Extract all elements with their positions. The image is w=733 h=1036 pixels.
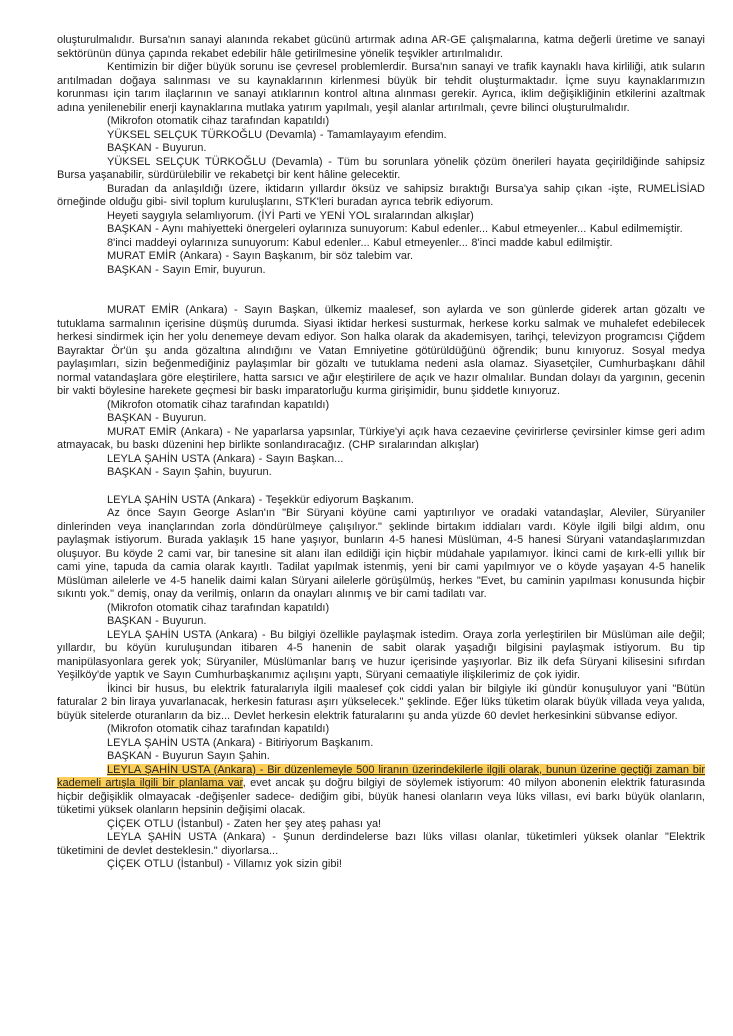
paragraph-text: , evet ancak şu doğru bilgiyi de söylemek istiyorum: 40 milyon abonenin elektrik faturasında hiçbir değişiklik olmayacak -değişenler sadece- dediğim gibi, büyük hanesi olanların veya lüks villası, evi barkı büyük olanların, tüketimi yüksek olanların hepsinin değişimi olacak. bbox=[57, 777, 705, 816]
transcript-paragraph bbox=[57, 115, 705, 129]
paragraph-text: LEYLA ŞAHİN USTA (Ankara) - Şunun derdindelerse bazı lüks villası olanlar, tüketimleri yüksek olanlar "Elektrik tüketimini de devlet desteklesin." diyorlarsa... bbox=[57, 831, 705, 857]
paragraph-text: oluşturulmalıdır. Bursa'nın sanayi alanında rekabet gücünü artırmak adına AR-GE çalışmalarına, katma değerli üretime ve sanayi sektörünün dünya çapında rekabet edebilir hâle getirilmesine yönelik teşvikler artırılmalıdır. bbox=[57, 34, 705, 60]
transcript-paragraph bbox=[57, 156, 705, 183]
transcript-paragraph bbox=[57, 223, 705, 237]
transcript-paragraph bbox=[57, 602, 705, 616]
paragraph-text: Az önce Sayın George Aslan'ın "Bir Süryani köyüne cami yaptırılıyor ve oradaki vatandaşlar, Aleviler, Süryaniler dinlerinden veya inançlarından zorla döndürülmeye çalışılıyor." şeklinde birtakım iddiaları vardı. Köyle ilgili bilgi aldım, onu paylaşmak istiyorum. Burada yaklaşık 15 hane yaşıyor, bunların 4-5 hanesi Müslüman, 4-5 hanesi Süryani vatandaşlarımızdan oluşuyor. Bu köyde 2 cami var, bir tanesine sit alanı ilan edildiği için hiçbir müdahale yapılamıyor. İkinci cami de kırk-elli yıllık bir cami yine, tapuda da camia olarak kayıtlı. Tadilat yapılmak istenmiş, yeni bir cami yapılmıyor ve o köyde yaşayan 4-5 hanelik Müslüman ailelerle ve 4-5 hanelik daimi kalan Süryani ailelerle görüşülmüş, herkes "Evet, bu caminin yapılması konusunda hiçbir sıkıntı yok." demiş, onay da verilmiş, onların da onayları alınmış ve bir cami tadilatı var. bbox=[57, 507, 705, 600]
paragraph-text: MURAT EMİR (Ankara) - Ne yaparlarsa yapsınlar, Türkiye'yi açık hava cezaevine çevirirlerse çevirsinler kimse geri adım atmayacak, bu baskı düzenini hep birlikte sonlandıracağız. (CHP sıralarından alkışlar) bbox=[57, 425, 705, 451]
transcript-paragraph bbox=[57, 210, 705, 224]
paragraph-text: BAŞKAN - Buyurun. bbox=[107, 615, 207, 627]
transcript-paragraph bbox=[57, 183, 705, 210]
paragraph-text: (Mikrofon otomatik cihaz tarafından kapatıldı) bbox=[107, 601, 330, 614]
highlighted-text: LEYLA ŞAHİN USTA (Ankara) - Bir düzenlemeyle 500 liranın üzerindekilerle ilgili olarak, bunun üzerine geçtiği zaman bir kademeli artışla ilgili bir planlama var bbox=[57, 763, 705, 789]
paragraph-text: Heyeti saygıyla selamlıyorum. (İYİ Parti ve YENİ YOL sıralarından alkışlar) bbox=[107, 209, 474, 222]
transcript-paragraph bbox=[57, 399, 705, 413]
transcript-paragraph bbox=[57, 453, 705, 467]
transcript bbox=[57, 34, 705, 872]
paragraph-text: Kentimizin bir diğer büyük sorunu ise çevresel problemlerdir. Bursa'nın sanayi ve trafik kaynaklı hava kirliliği, atık suların arıtılmadan doğaya salınması ve su kaynaklarının kirlenmesi büyük bir tehdit oluşturmaktadır. İçme suyu kaynaklarımızın korunması için tarım ilaçlarının ve sanayi atıklarının kontrol altına alınması gerekir. Ayrıca, iklim değişikliğinin etkilerini azaltmak adına yenilenebilir enerji kaynaklarına mutlaka yatırım yapılmalı, yeşil alanlar artırılmalı, çevre bilinci oluşturulmalıdır. bbox=[57, 61, 705, 114]
paragraph-text: LEYLA ŞAHİN USTA (Ankara) - Bitiriyorum Başkanım. bbox=[107, 736, 374, 749]
paragraph-text: ÇİÇEK OTLU (İstanbul) - Villamız yok sizin gibi! bbox=[107, 858, 342, 870]
transcript-paragraph bbox=[57, 615, 705, 629]
paragraph-text: BAŞKAN - Buyurun. bbox=[107, 412, 207, 424]
paragraph-text: (Mikrofon otomatik cihaz tarafından kapatıldı) bbox=[107, 398, 330, 411]
transcript-paragraph bbox=[57, 34, 705, 61]
paragraph-text: MURAT EMİR (Ankara) - Sayın Başkan, ülkemiz maalesef, son aylarda ve son günlerde giderek artan gözaltı ve tutuklama sarmalının içerisine düşmüş durumda. Siyasi iktidar herkesi susturmak, herkese korku salmak ve muhalefet edebilecek herkesi sindirmek için her yolu denemeye devam ediyor. Son halka olarak da akademisyen, tarihçi, televizyon programcısı Çiğdem Bayraktar Ör'ün şu anda gözaltına alındığını ve Vatan Emniyetine götürüldüğünü öğrendik; bunu kınıyoruz. Sosyal medya paylaşımları, sizin beğenmediğiniz paylaşımlar bir gözaltı ve tutuklama nedeni asla olamaz. Siyasetçiler, Cumhurbaşkanı dâhil normal vatandaşlara göre eleştirilere, hatta sarsıcı ve ağır eleştirilere de açık ve hazır olmalılar. Bundan dolayı da yargının, gecenin bir vakti böylesine harekete geçmesi bir baskı imparatorluğu kurma girişimidir, bunu şiddetle kınıyoruz. bbox=[57, 304, 705, 397]
paragraph-text: LEYLA ŞAHİN USTA (Ankara) - Teşekkür ediyorum Başkanım. bbox=[107, 493, 414, 506]
transcript-paragraph bbox=[57, 764, 705, 818]
transcript-paragraph bbox=[57, 61, 705, 115]
transcript-paragraph bbox=[57, 818, 705, 832]
transcript-paragraph bbox=[57, 723, 705, 737]
paragraph-text: (Mikrofon otomatik cihaz tarafından kapatıldı) bbox=[107, 723, 330, 735]
paragraph-text: YÜKSEL SELÇUK TÜRKOĞLU (Devamla) - Tamamlayayım efendim. bbox=[107, 128, 447, 141]
transcript-paragraph bbox=[57, 629, 705, 683]
transcript-paragraph bbox=[57, 466, 705, 480]
transcript-paragraph bbox=[57, 858, 705, 872]
paragraph-text: İkinci bir husus, bu elektrik faturalarıyla ilgili maalesef çok ciddi yalan bir bilgiyle iki gündür konuşuluyor yani "Bütün faturalar 2 bin liraya yuvarlanacak, herkesin faturası aşırı yükselecek." şeklinde. Eğer lüks tüketim olarak büyük villada veya yalıda, büyük sitelerde oturanların da biz... Devlet herkesin elektrik faturalarını şu anda yüzde 60 devlet herkesinkini sübvanse ediyor. bbox=[57, 682, 705, 722]
paragraph-text: (Mikrofon otomatik cihaz tarafından kapatıldı) bbox=[107, 115, 330, 127]
paragraph-text: ÇİÇEK OTLU (İstanbul) - Zaten her şey ateş pahası ya! bbox=[107, 817, 382, 830]
transcript-paragraph bbox=[57, 831, 705, 858]
transcript-paragraph bbox=[57, 750, 705, 764]
transcript-paragraph bbox=[57, 304, 705, 399]
paragraph-text: BAŞKAN - Sayın Emir, buyurun. bbox=[107, 263, 266, 276]
paragraph-text: LEYLA ŞAHİN USTA (Ankara) - Bu bilgiyi özellikle paylaşmak istedim. Oraya zorla yerleştirilen bir Müslüman aile değil; yıllardır, bu köyün kuruluşundan itibaren 4-5 hanenin de sabit olarak yaşadığı bilgisini paylaşmak istiyorum. Bu tip manipülasyonlara gerek yok; Süryaniler, Müslümanlar barış ve huzur içerisinde yaşıyorlar. Biz ilk defa Süryani kilisesini sıfırdan Yeşilköy'de yaptık ve Sayın Cumhurbaşkanımız açılışını yaptı, Süryani cemaatiyle ilişkilerimiz de çok iyidir. bbox=[57, 628, 705, 681]
paragraph-text: BAŞKAN - Buyurun Sayın Şahin. bbox=[107, 750, 270, 762]
paragraph-text: BAŞKAN - Buyurun. bbox=[107, 142, 207, 154]
paragraph-text: Buradan da anlaşıldığı üzere, iktidarın yıllardır öksüz ve sahipsiz bıraktığı Bursa'ya sahip çıkan -işte, RUMELİSİAD örneğinde olduğu gibi- sivil toplum kuruluşlarını, STK'leri buradan ayrıca tebrik ediyorum. bbox=[57, 182, 705, 208]
paragraph-text: BAŞKAN - Aynı mahiyetteki önergeleri oylarınıza sunuyorum: Kabul edenler... Kabul etmeyenler... Kabul edilmemiştir. bbox=[107, 223, 683, 235]
transcript-paragraph bbox=[57, 494, 705, 508]
transcript-paragraph bbox=[57, 412, 705, 426]
transcript-paragraph bbox=[57, 142, 705, 156]
transcript-paragraph bbox=[57, 237, 705, 251]
transcript-paragraph bbox=[57, 426, 705, 453]
paragraph-text: YÜKSEL SELÇUK TÜRKOĞLU (Devamla) - Tüm bu sorunlara yönelik çözüm önerileri hayata geçirildiğinde sahipsiz Bursa yaşanabilir, sürdürülebilir ve rekabetçi bir kent hâline gelecektir. bbox=[57, 155, 705, 181]
paragraph-text: 8'inci maddeyi oylarınıza sunuyorum: Kabul edenler... Kabul etmeyenler... 8'inci madde kabul edilmiştir. bbox=[107, 236, 613, 249]
transcript-paragraph bbox=[57, 264, 705, 278]
paragraph-text: LEYLA ŞAHİN USTA (Ankara) - Sayın Başkan... bbox=[107, 452, 344, 465]
transcript-paragraph bbox=[57, 129, 705, 143]
transcript-paragraph bbox=[57, 683, 705, 724]
transcript-paragraph bbox=[57, 507, 705, 602]
paragraph-text: BAŞKAN - Sayın Şahin, buyurun. bbox=[107, 466, 272, 478]
transcript-paragraph bbox=[57, 250, 705, 264]
paragraph-text: MURAT EMİR (Ankara) - Sayın Başkanım, bir söz talebim var. bbox=[107, 250, 414, 262]
transcript-paragraph bbox=[57, 737, 705, 751]
